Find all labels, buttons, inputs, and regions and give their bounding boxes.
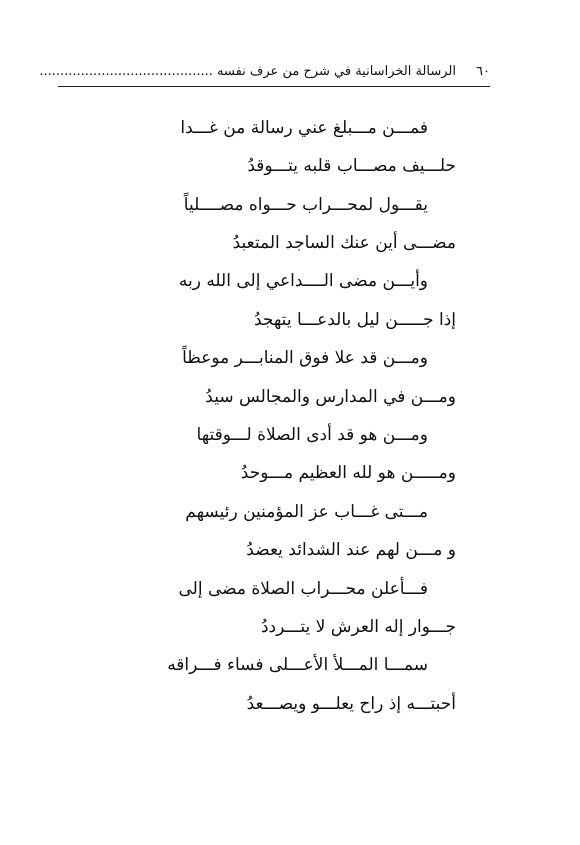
verse-line: إذا جـــــن ليل بالدعـــا يتهجدُ — [253, 310, 456, 330]
verse-line: ومـــن هو قد أدى الصلاة لـــوقتها — [196, 425, 428, 445]
verse-line: فمـــن مـــبلغ عني رسالة من غـــدا — [180, 118, 428, 138]
verse-line: يقـــول لمحـــراب حـــواه مصــــلياً — [183, 195, 428, 215]
verse-line: ومـــــن هو لله العظيم مـــوحدُ — [240, 463, 456, 483]
page-number: ٦٠ — [476, 64, 490, 79]
verse-line: مـــتى غـــاب عز المؤمنين رئيسهم — [185, 502, 428, 522]
verse-line: جـــوار إله العرش لا يتـــرددُ — [260, 617, 456, 637]
verse-line: ومـــن في المدارس والمجالس سيدُ — [205, 387, 456, 407]
verse-line: سمـــا المـــلأ الأعـــلى فساء فـــراقه — [167, 655, 428, 675]
verse-line: مضـــى أين عنك الساجد المتعبدُ — [232, 233, 456, 253]
verse-line: فـــأعلن محـــراب الصلاة مضى إلى — [178, 579, 428, 599]
verse-line: و مـــن لهم عند الشدائد يعضدُ — [246, 540, 456, 560]
verse-line: حلـــيف مصـــاب قلبه يتـــوقدُ — [247, 156, 456, 176]
verse-line: أحبتـــه إذ راح يعلـــو ويصـــعدُ — [246, 694, 456, 714]
running-header — [39, 64, 490, 86]
verse-line: وأيـــن مضى الــــداعي إلى الله ربه — [178, 271, 428, 291]
verse-line: ومـــن قد علا فوق المنابـــر موعظاً — [182, 348, 428, 368]
header-rule — [58, 86, 490, 87]
header-title: الرسالة الخراسانية في شرح من عرف نفسه .......................................... — [39, 64, 456, 79]
